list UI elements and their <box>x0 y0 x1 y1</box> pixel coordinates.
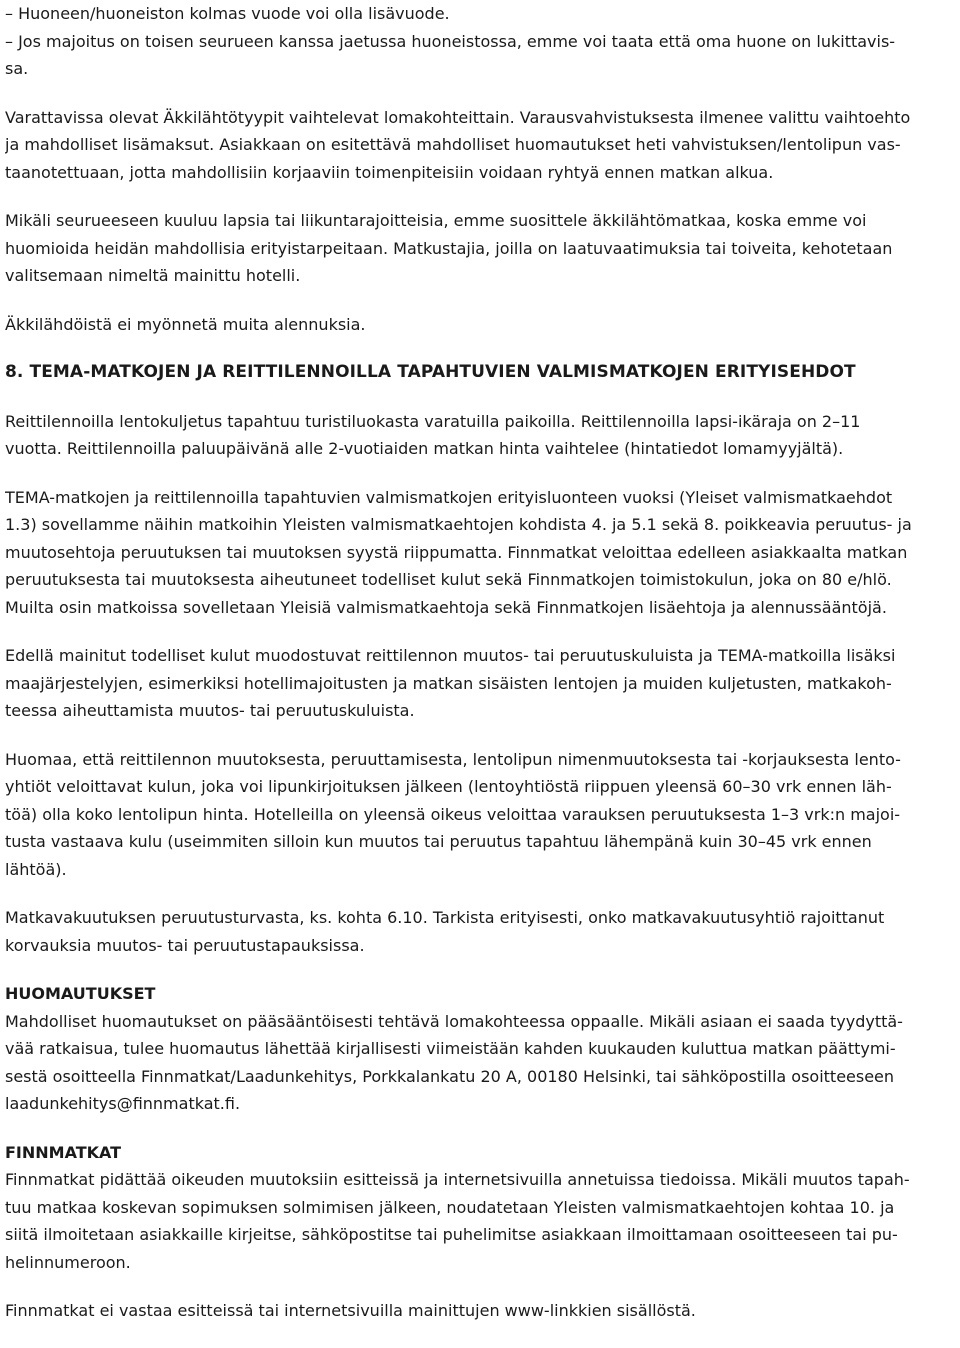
paragraph-insurance <box>5 904 946 959</box>
paragraph-actual-costs <box>5 642 946 725</box>
text-line: töä) olla koko lentolipun hinta. Hotelleilla on yleensä oikeus veloittaa varauksen peruutuksesta 1–3 vrk:n majoi- <box>5 804 901 824</box>
paragraph-no-discounts <box>5 311 946 339</box>
text-line: Äkkilähdöistä ei myönnetä muita alennuksia. <box>5 314 366 334</box>
room-bed-notes <box>5 0 946 83</box>
heading-text: 8. TEMA-MATKOJEN JA REITTILENNOILLA TAPAHTUVIEN VALMISMATKOJEN ERITYISEHDOT <box>5 362 856 382</box>
text-line: sa. <box>5 59 29 78</box>
text-line: Mikäli seurueeseen kuuluu lapsia tai liikuntarajoitteisia, emme suosittele äkkilähtömatkaa, koska emme voi <box>5 211 867 230</box>
heading-text: HUOMAUTUKSET <box>5 984 156 1003</box>
text-line: Edellä mainitut todelliset kulut muodostuvat reittilennon muutos- tai peruutuskuluista ja TEMA-matkoilla lisäksi <box>5 646 896 665</box>
text-line: lähtöä). <box>5 859 67 879</box>
text-line: Huomaa, että reittilennon muutoksesta, peruuttamisesta, lentolipun nimenmuutoksesta tai -korjauksesta lento- <box>5 749 901 769</box>
text-line: Muilta osin matkoissa sovelletaan Yleisiä valmismatkaehtoja sekä Finnmatkojen lisäehtoja ja alennussääntöjä. <box>5 597 887 617</box>
heading-text: FINNMATKAT <box>5 1142 122 1162</box>
text-line: Finnmatkat pidättää oikeuden muutoksiin esitteissä ja internetsivuilla annetuissa tiedoissa. Mikäli muutos tapah- <box>5 1170 910 1189</box>
text-line: vää ratkaisua, tulee huomautus lähettää kirjallisesti viimeistään kahden kuukauden kuluttua matkan päättymi- <box>5 1039 896 1058</box>
paragraph-links-disclaimer <box>5 1297 946 1325</box>
text-line: Mahdolliset huomautukset on pääsääntöisesti tehtävä lomakohteessa oppaalle. Mikäli asiaan ei saada tyydyttä- <box>5 1011 903 1031</box>
text-line: taanotettuaan, jotta mahdollisiin korjaaviin toimenpiteisiin voidaan ryhtyä ennen matkan alkua. <box>5 162 774 182</box>
text-line: helinnumeroon. <box>5 1252 131 1272</box>
paragraph-departure-types <box>5 104 946 187</box>
paragraph-changes <box>5 1166 946 1276</box>
text-line: TEMA-matkojen ja reittilennoilla tapahtuvien valmismatkojen erityisluonteen vuoksi (Yleiset valmismatkaehdot <box>5 487 893 507</box>
text-line: siitä ilmoitetaan asiakkaille kirjeitse, sähköpostitse tai puhelimitse asiakkaan ilmoittamaan osoitteeseen tai pu- <box>5 1225 898 1244</box>
text-line: Finnmatkat ei vastaa esitteissä tai internetsivuilla mainittujen www-linkkien sisällöstä. <box>5 1301 696 1320</box>
text-line: Matkavakuutuksen peruutusturvasta, ks. kohta 6.10. Tarkista erityisesti, onko matkavakuutusyhtiö rajoittanut <box>5 908 885 927</box>
text-line: muutosehtoja peruutuksen tai muutoksen syystä riippumatta. Finnmatkat veloittaa edelleen asiakkaalta matkan <box>5 542 908 562</box>
text-line: Reittilennoilla lentokuljetus tapahtuu turistiluokasta varatuilla paikoilla. Reittilennoilla lapsi-ikäraja on 2–11 <box>5 411 861 431</box>
text-line: sestä osoitteella Finnmatkat/Laadunkehitys, Porkkalankatu 20 A, 00180 Helsinki, tai sähköpostilla osoitteeseen <box>5 1066 895 1086</box>
text-line: teessa aiheuttamista muutos- tai peruutuskuluista. <box>5 701 415 720</box>
section-heading-finnmatkat <box>5 1139 946 1167</box>
section-heading-huomautukset <box>5 980 946 1008</box>
paragraph-complaints <box>5 1008 946 1118</box>
text-line: tuu matkaa koskevan sopimuksen solmimisen jälkeen, noudatetaan Yleisten valmismatkaehtojen kohtaa 10. ja <box>5 1197 895 1217</box>
email-text: laadunkehitys@finnmatkat.fi. <box>5 1094 241 1113</box>
text-line: peruutuksesta tai muutoksesta aiheutuneet todelliset kulut sekä Finnmatkojen toimistokulun, joka on 80 e/hlö. <box>5 570 892 589</box>
text-line: vuotta. Reittilennoilla paluupäivänä alle 2-vuotiaiden matkan hinta vaihtelee (hintatiedot lomamyyjältä). <box>5 439 844 458</box>
text-line: huomioida heidän mahdollisia erityistarpeitaan. Matkustajia, joilla on laatuvaatimuksia tai toiveita, kehotetaan <box>5 238 893 258</box>
text-line: tusta vastaava kulu (useimmiten silloin kun muutos tai peruutus tapahtuu lähempänä kuin 30–45 vrk ennen <box>5 832 872 851</box>
text-line: 1.3) sovellamme näihin matkoihin Yleisten valmismatkaehtojen kohdista 4. ja 5.1 sekä 8. poikkeavia peruutus- ja <box>5 515 912 534</box>
paragraph-children-mobility <box>5 207 946 290</box>
text-line: maajärjestelyjen, esimerkiksi hotellimajoitusten ja matkan sisäisten lentojen ja muiden kuljetusten, matkakoh- <box>5 673 892 693</box>
text-line: ja mahdolliset lisämaksut. Asiakkaan on esitettävä mahdolliset huomautukset heti vahvistuksen/lentolipun vas- <box>5 135 901 154</box>
text-line: – Huoneen/huoneiston kolmas vuode voi olla lisävuode. <box>5 4 450 23</box>
section-heading-8 <box>5 359 946 387</box>
text-line: korvauksia muutos- tai peruutustapauksissa. <box>5 935 365 955</box>
text-line: yhtiöt veloittavat kulun, joka voi lipunkirjoituksen jälkeen (lentoyhtiöstä riippuen yleensä 60–30 vrk ennen läh- <box>5 777 892 796</box>
paragraph-change-fees <box>5 746 946 884</box>
text-line: – Jos majoitus on toisen seurueen kanssa jaetussa huoneistossa, emme voi taata että oma huone on lukittavis- <box>5 31 896 51</box>
paragraph-scheduled-flights <box>5 408 946 463</box>
paragraph-tema-terms <box>5 484 946 622</box>
text-line: valitsemaan nimeltä mainittu hotelli. <box>5 266 301 285</box>
text-line: Varattavissa olevat Äkkilähtötyypit vaihtelevat lomakohteittain. Varausvahvistuksesta ilmenee valittu vaihtoehto <box>5 107 911 127</box>
